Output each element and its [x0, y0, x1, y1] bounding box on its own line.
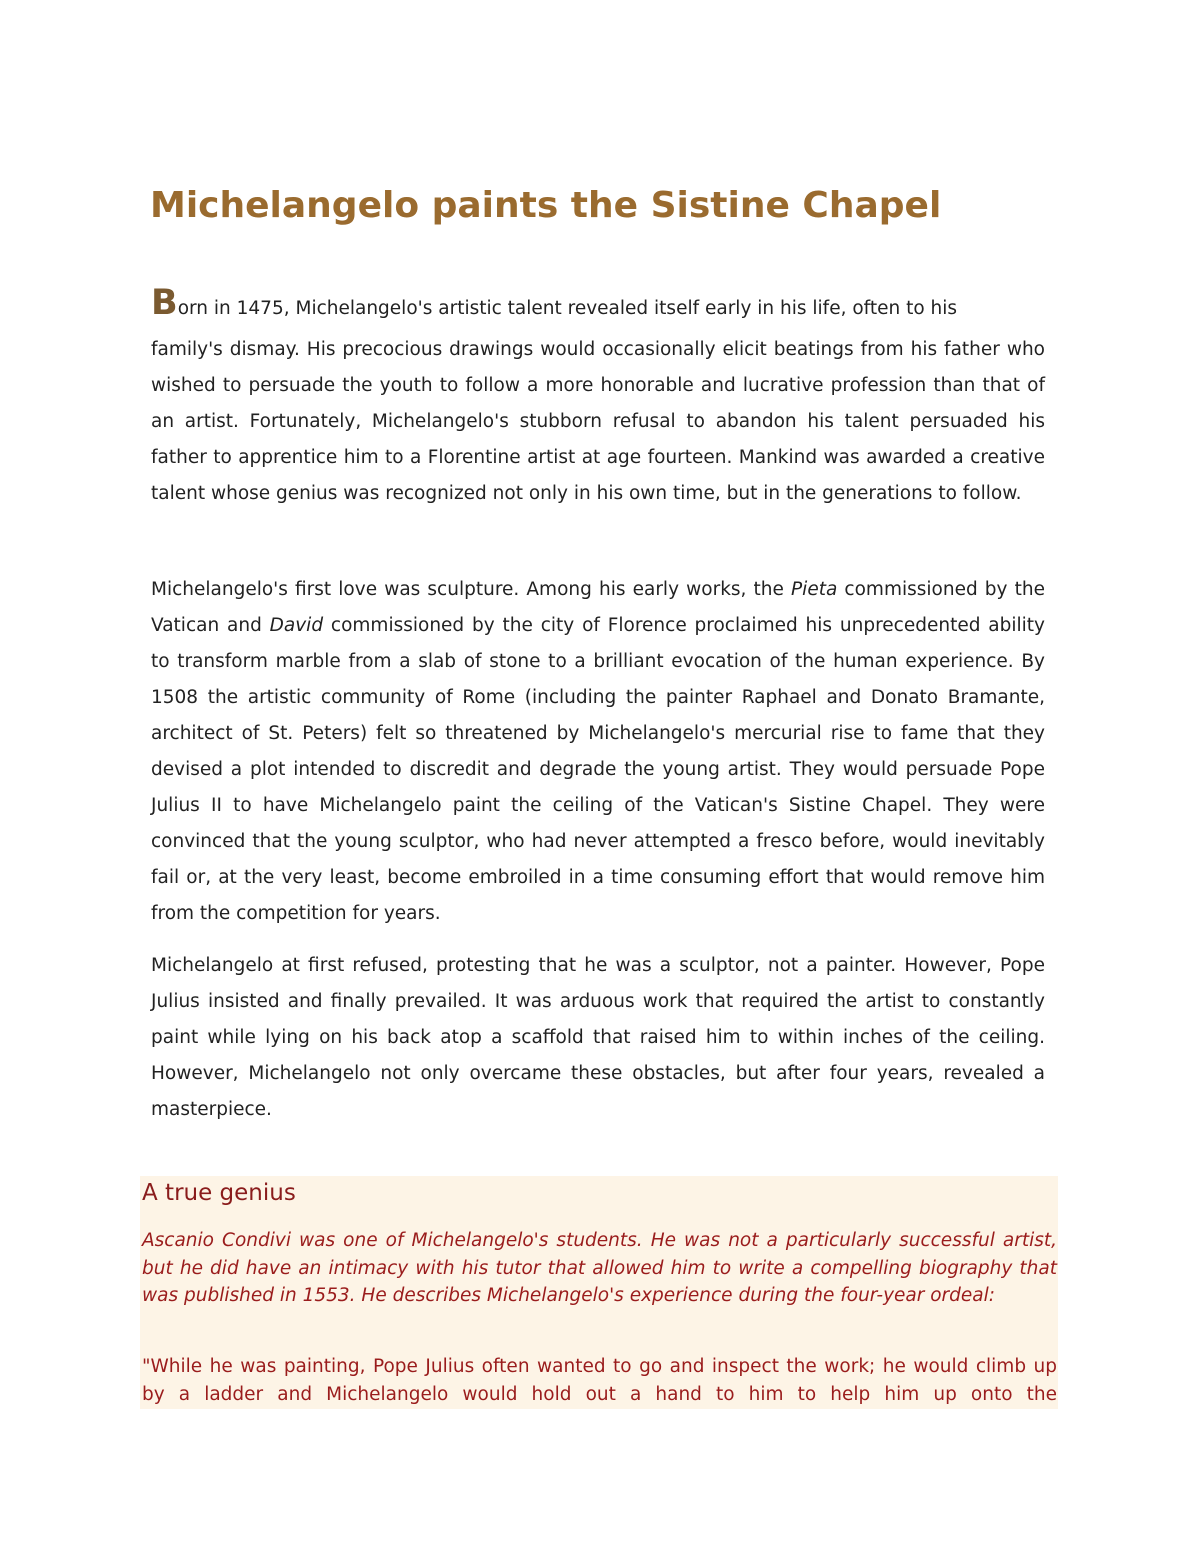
condivi-quote: "While he was painting, Pope Julius often wanted to go and inspect the work; he would climb up by a ladder and Michelangelo would hold out a hand to him to help him up onto the	[142, 1356, 1057, 1405]
drop-cap: B	[151, 283, 178, 323]
intro-paragraph	[151, 283, 1045, 512]
sculpture-text-part3: commissioned by the city of Florence proclaimed his unprecedented ability to transform marble from a slab of stone to a brilliant evocation of the human experience. By 1508 the artistic community of Rome (including the painter Raphael and Donato Bramante, architect of St. Peters) felt so threatened by Michelangelo's mercurial rise to fame that they devised a plot intended to discredit and degrade the young artist. They would persuade Pope Julius II to have Michelangelo paint the ceiling of the Vatican's Sistine Chapel. They were convinced that the young sculptor, who had never attempted a fresco before, would inevitably fail or, at the very least, become embroiled in a time consuming effort that would remove him from the competition for years.	[151, 615, 1045, 924]
sculpture-paragraph	[151, 572, 1045, 932]
true-genius-heading: A true genius	[142, 1180, 296, 1206]
page-title: Michelangelo paints the Sistine Chapel	[150, 185, 942, 226]
intro-first-line-text: orn in 1475, Michelangelo's artistic talent revealed itself early in his life, often to his	[177, 298, 958, 319]
true-genius-sidebar	[140, 1176, 1058, 1409]
ceiling-paragraph: Michelangelo at first refused, protesting that he was a sculptor, not a painter. However, Pope Julius insisted and finally prevailed. It was arduous work that required the artist to constantly paint while lying on his back atop a scaffold that raised him to within inches of the ceiling. However, Michelangelo not only overcame these obstacles, but after four years, revealed a masterpiece.	[151, 955, 1045, 1120]
david-title: David	[269, 615, 324, 636]
intro-first-line	[151, 283, 1045, 332]
pieta-title: Pieta	[791, 579, 838, 600]
condivi-intro: Ascanio Condivi was one of Michelangelo's students. He was not a particularly successful artist, but he did have an intimacy with his tutor that allowed him to write a compelling biography that was published in 1553. He describes Michelangelo's experience during the four-year ordeal:	[142, 1230, 1057, 1306]
sculpture-text-part2: commissioned by the Vatican and	[151, 579, 1045, 636]
sculpture-text-part1: Michelangelo's first love was sculpture. Among his early works, the	[151, 579, 792, 600]
intro-rest-text: family's dismay. His precocious drawings would occasionally elicit beatings from his father who wished to persuade the youth to follow a more honorable and lucrative profession than that of an artist. Fortunately, Michelangelo's stubborn refusal to abandon his talent persuaded his father to apprentice him to a Florentine artist at age fourteen. Mankind was awarded a creative talent whose genius was recognized not only in his own time, but in the generations to follow.	[151, 339, 1045, 504]
